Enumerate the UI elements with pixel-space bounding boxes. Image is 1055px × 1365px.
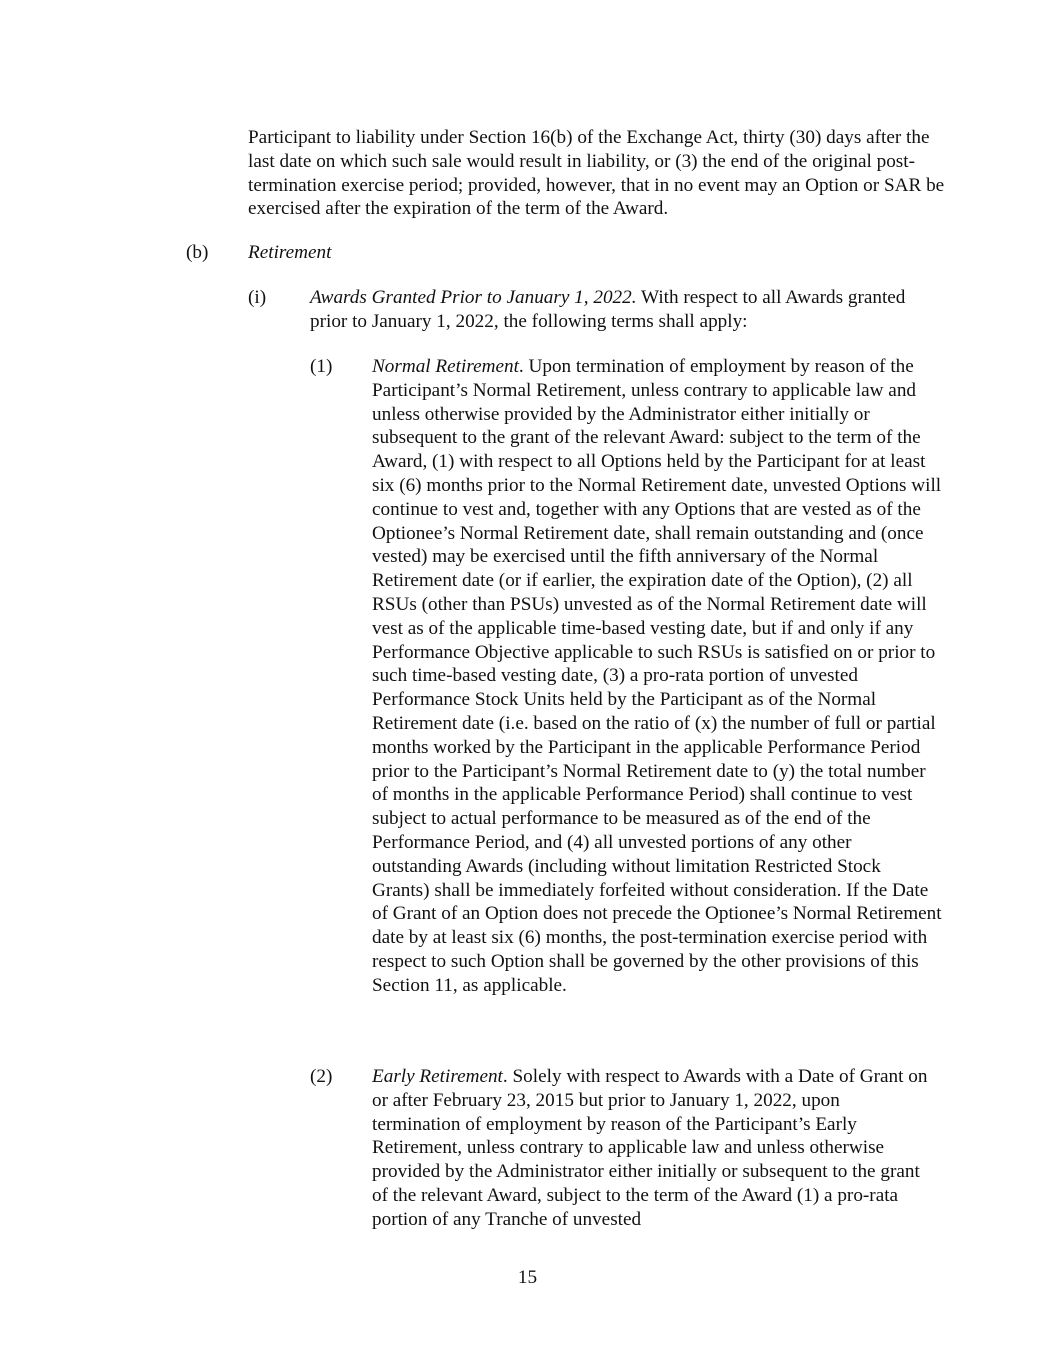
- item-2-text: . Solely with respect to Awards with a Date of Grant on or after February 23, 2015 but prior to January 1, 2022, upon termination of employment by reason of the Participant’s Early Retirement, unless contrary to applicable law and unless otherwise provided by the Administrator either initially or subsequent to the grant of the relevant Award, subject to the term of the Award (1) a pro-rata portion of any Tranche of unvested: [372, 1066, 928, 1230]
- subsection-i-text: With respect to all Awards granted prior to January 1, 2022, the following terms shall apply:: [310, 287, 906, 332]
- subsection-i-paragraph: [310, 286, 910, 334]
- subsection-i-label: (i): [248, 287, 267, 308]
- item-1-paragraph: [372, 355, 942, 998]
- item-1-text: . Upon termination of employment by reason of the Participant’s Normal Retirement, unless contrary to applicable law and unless otherwise provided by the Administrator either initially or subsequent to the grant of the relevant Award: subject to the term of the Award, (1) with respect to all Options held by the Participant for at least six (6) months prior to the Normal Retirement date, unvested Options will continue to vest and, together with any Options that are vested as of the Optionee’s Normal Retirement date, shall remain outstanding and (once vested) may be exercised until the fifth anniversary of the Normal Retirement date (or if earlier, the expiration date of the Option), (2) all RSUs (other than PSUs) unvested as of the Normal Retirement date will vest as of the applicable time-based vesting date, but if and only if any Performance Objective applicable to such RSUs is satisfied on or prior to such time-based vesting date, (3) a pro-rata portion of unvested Performance Stock Units held by the Participant as of the Normal Retirement date (i.e. based on the ratio of (x) the number of full or partial months worked by the Participant in the applicable Performance Period prior to the Participant’s Normal Retirement date to (y) the total number of months in the applicable Performance Period) shall continue to vest subject to actual performance to be measured as of the end of the Performance Period, and (4) all unvested portions of any other outstanding Awards (including without limitation Restricted Stock Grants) shall be immediately forfeited without consideration. If the Date of Grant of an Option does not precede the Optionee’s Normal Retirement date by at least six (6) months, the post-termination exercise period with respect to such Option shall be governed by the other provisions of this Section 11, as applicable.: [372, 356, 942, 996]
- item-1-heading: Normal Retirement: [372, 356, 519, 377]
- item-2-heading: Early Retirement: [372, 1066, 503, 1087]
- subsection-i-heading: Awards Granted Prior to January 1, 2022.: [310, 287, 637, 308]
- item-2-label: (2): [310, 1066, 333, 1087]
- intro-paragraph: Participant to liability under Section 16(b) of the Exchange Act, thirty (30) days after the last date on which such sale would result in liability, or (3) the end of the original post-termination exercise period; provided, however, that in no event may an Option or SAR be exercised after the expiration of the term of the Award.: [248, 127, 945, 220]
- page-number: 15: [517, 1267, 538, 1288]
- section-b-heading: Retirement: [248, 242, 332, 263]
- section-b-label: (b): [186, 242, 209, 263]
- item-2-paragraph: [372, 1065, 932, 1232]
- item-1-label: (1): [310, 356, 333, 377]
